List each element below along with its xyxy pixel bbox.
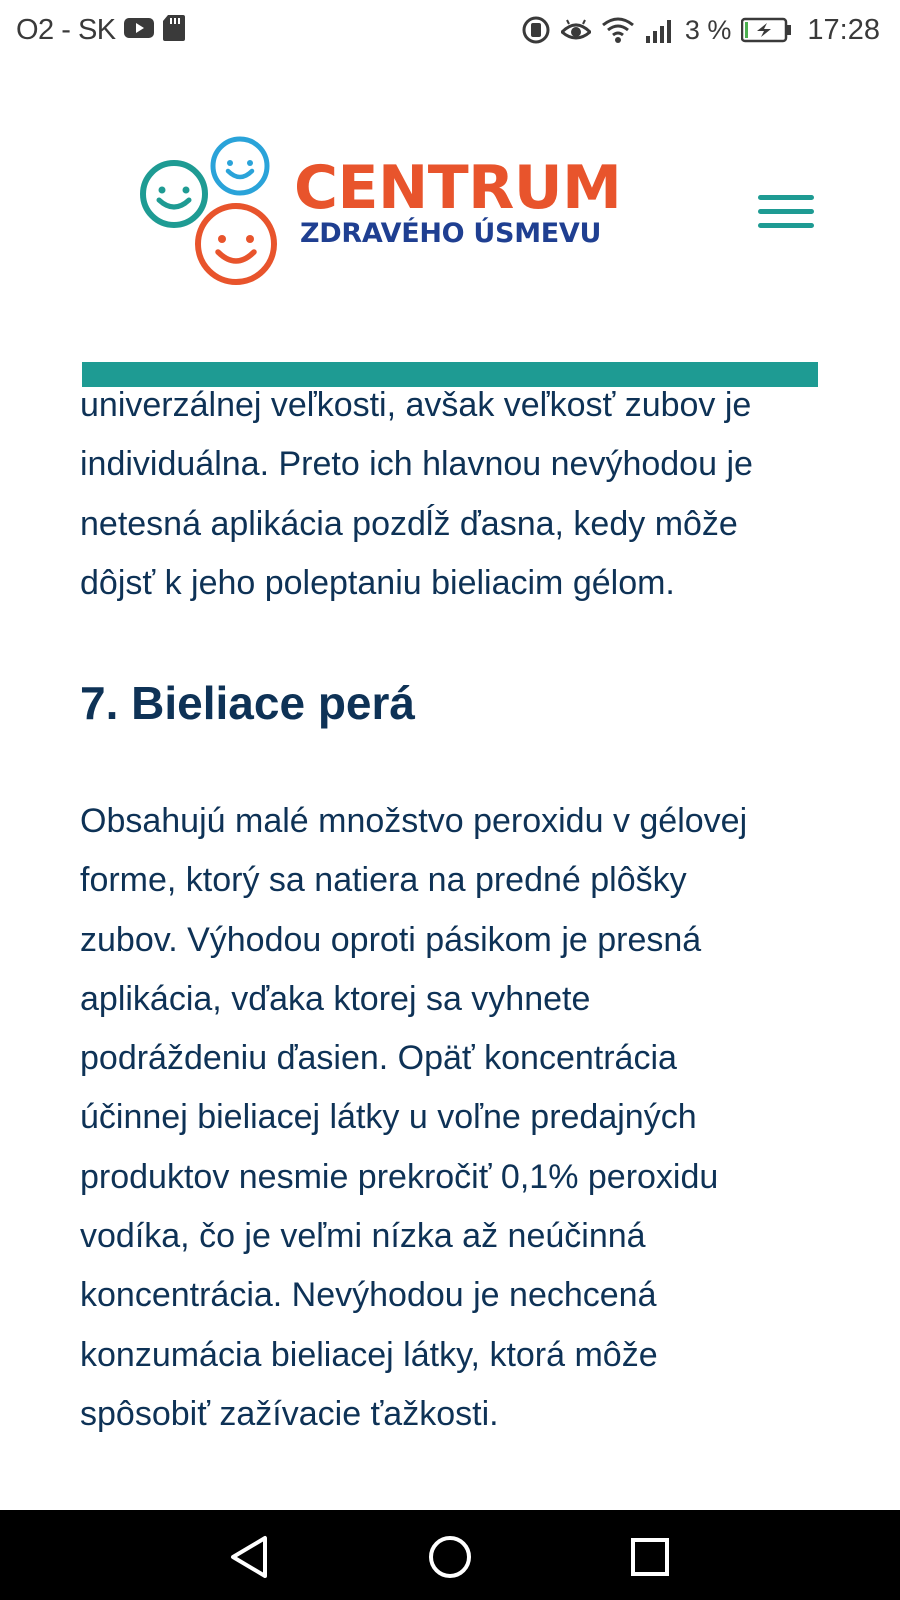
- text-line: individuálna. Preto ich hlavnou nevýhodou je: [80, 445, 753, 484]
- article-paragraph: [80, 792, 840, 1444]
- logo-title: CENTRUM: [294, 153, 622, 223]
- section-heading: 7. Bieliace perá: [80, 677, 415, 729]
- system-navigation-bar: [0, 1510, 900, 1600]
- battery-percent: 3 %: [684, 14, 732, 45]
- text-line: konzumácia bieliacej látky, ktorá môže: [80, 1335, 658, 1374]
- article-paragraph-previous: [80, 376, 840, 613]
- logo-subtitle: ZDRAVÉHO ÚSMEVU: [300, 218, 602, 249]
- sd-card-icon: [162, 14, 186, 47]
- text-line: podráždeniu ďasien. Opäť koncentrácia: [80, 1039, 677, 1078]
- text-line: aplikácia, vďaka ktorej sa vyhnete: [80, 979, 591, 1018]
- status-bar: [0, 0, 900, 62]
- recents-icon[interactable]: [625, 1532, 675, 1582]
- text-line: dôjsť k jeho poleptaniu bieliacim gélom.: [80, 563, 675, 602]
- text-line: forme, ktorý sa natiera na predné plôšky: [80, 861, 687, 900]
- text-line: produktov nesmie prekročiť 0,1% peroxidu: [80, 1157, 719, 1196]
- eye-comfort-icon: [561, 18, 591, 42]
- text-line: koncentrácia. Nevýhodou je nechcená: [80, 1276, 657, 1315]
- clock: 17:28: [807, 13, 880, 46]
- site-logo[interactable]: [140, 136, 620, 286]
- site-header: [0, 62, 900, 362]
- text-line: účinnej bieliacej látky u voľne predajných: [80, 1098, 697, 1137]
- text-line: univerzálnej veľkosti, avšak veľkosť zubov je: [80, 386, 752, 424]
- wifi-icon: [601, 16, 635, 44]
- home-icon[interactable]: [425, 1532, 475, 1582]
- back-icon[interactable]: [225, 1532, 275, 1582]
- text-line: netesná aplikácia pozdĺž ďasna, kedy môže: [80, 504, 738, 543]
- text-line: vodíka, čo je veľmi nízka až neúčinná: [80, 1217, 646, 1256]
- text-line: Obsahujú malé množstvo peroxidu v gélovej: [80, 802, 748, 840]
- text-line: zubov. Výhodou oproti pásikom je presná: [80, 920, 702, 959]
- carrier-label: O2 - SK: [16, 13, 116, 46]
- text-line: spôsobiť zažívacie ťažkosti.: [80, 1394, 499, 1433]
- smiley-faces-logo-icon: [140, 136, 290, 286]
- cell-signal-icon: [645, 16, 675, 44]
- data-saver-icon: [521, 15, 551, 45]
- battery-charging-icon: [741, 17, 793, 43]
- youtube-icon: [124, 17, 154, 44]
- hamburger-menu-icon[interactable]: [758, 192, 816, 232]
